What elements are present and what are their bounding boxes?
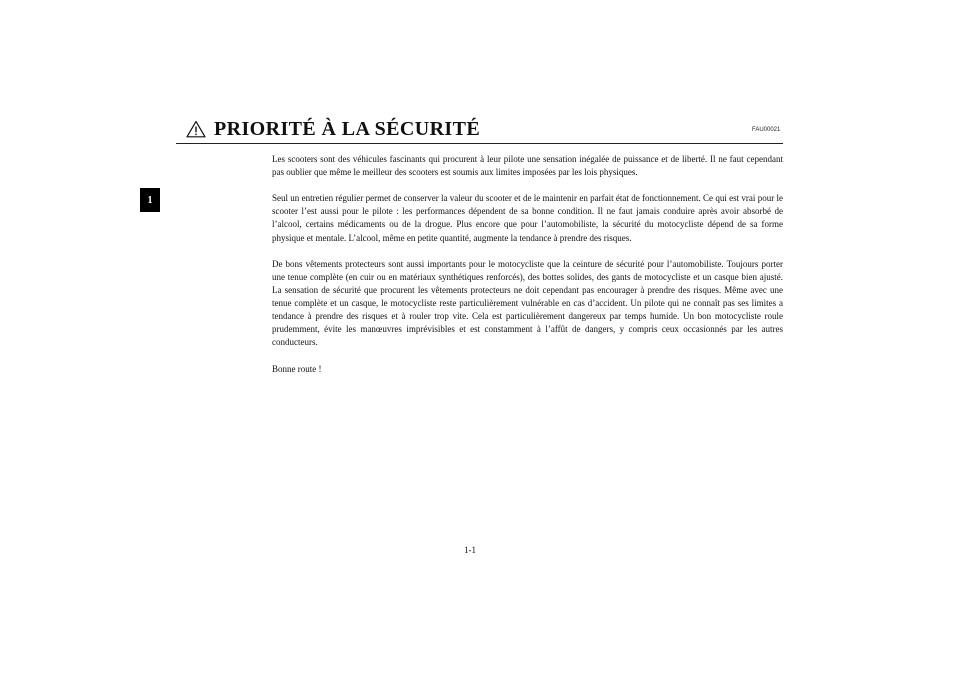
header-divider bbox=[176, 143, 783, 144]
paragraph-protective-gear: De bons vêtements protecteurs sont aussi importants pour le motocycliste que la ceinture de sécurité pour l’automobiliste. Toujours porter une tenue complète (en cuir ou en matériaux synthétiques renforcés), des bottes solides, des gants de motocycliste et un casque bien ajusté. La sensation de sécurité que procurent les vêtements protecteurs ne doit cependant pas encourager à prendre des risques. Même avec une tenue complète et un casque, le motocycliste reste particulièrement vulnérable en cas d’accident. Un pilote qui ne connaît pas ses limites a tendance à prendre des risques et à rouler trop vite. Cela est particulièrement dangereux par temps humide. Un bon motocycliste roule prudemment, évite les manœuvres imprévisibles et est constamment à l’affût de dangers, y compris ceux occasionnés par les autres conducteurs. bbox=[272, 258, 783, 348]
page-number: 1-1 bbox=[464, 545, 476, 555]
reference-code: FAU00021 bbox=[752, 127, 781, 133]
page-title: PRIORITÉ À LA SÉCURITÉ bbox=[214, 117, 481, 140]
body-text bbox=[272, 153, 783, 389]
paragraph-closing: Bonne route ! bbox=[272, 363, 322, 374]
section-header bbox=[186, 116, 480, 142]
chapter-tab: 1 bbox=[140, 188, 160, 212]
paragraph-maintenance: Seul un entretien régulier permet de conserver la valeur du scooter et de le maintenir en parfait état de fonctionnement. Ce qui est vrai pour le scooter l’est aussi pour le pilote : les performances dépendent de sa bonne condition. Il ne faut jamais conduire après avoir absorbé de l’alcool, certains médicaments ou de la drogue. Plus encore que pour l’automobiliste, la sécurité du motocycliste dépend de sa forme physique et mentale. L’alcool, même en petite quantité, augmente la tendance à prendre des risques. bbox=[272, 193, 783, 243]
warning-triangle-icon bbox=[186, 120, 206, 138]
paragraph-intro: Les scooters sont des véhicules fascinants qui procurent à leur pilote une sensation inégalée de puissance et de liberté. Il ne faut cependant pas oublier que même le meilleur des scooters est soumis aux limites imposées par les lois physiques. bbox=[272, 154, 783, 178]
